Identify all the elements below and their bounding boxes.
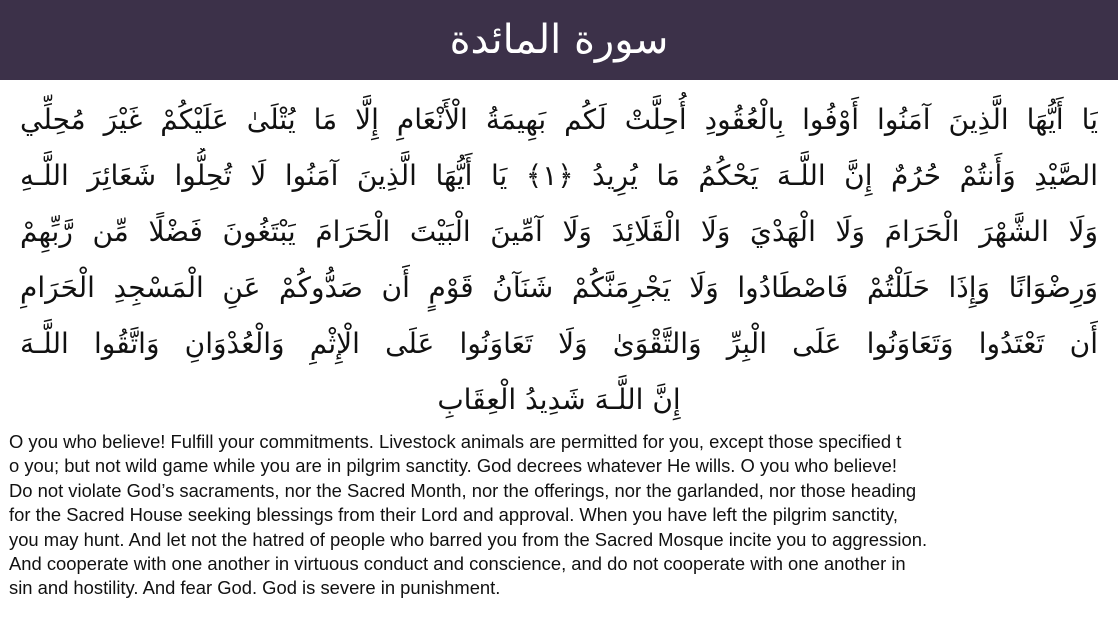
surah-title: سورة المائدة: [449, 17, 669, 63]
title-banner: [0, 0, 1118, 80]
english-translation-block: [9, 430, 1113, 601]
arabic-verse-line: أَن تَعْتَدُوا وَتَعَاوَنُوا عَلَى الْبِرِّ وَالتَّقْوَىٰ وَلَا تَعَاوَنُوا عَلَى الْإِثْمِ وَالْعُدْوَانِ وَاتَّقُوا اللَّـهَ: [20, 327, 1098, 360]
arabic-verse-line: الصَّيْدِ وَأَنتُمْ حُرُمٌ إِنَّ اللَّـهَ يَحْكُمُ مَا يُرِيدُ ﴿١﴾ يَا أَيُّهَا الَّذِينَ آمَنُوا لَا تُحِلُّوا شَعَائِرَ اللَّـهِ: [20, 159, 1098, 192]
translation-line: Do not violate God’s sacraments, nor the Sacred Month, nor the offerings, nor the garlanded, nor those heading: [9, 479, 917, 501]
arabic-verse-line: وَرِضْوَانًا وَإِذَا حَلَلْتُمْ فَاصْطَادُوا وَلَا يَجْرِمَنَّكُمْ شَنَآنُ قَوْمٍ أَن صَدُّوكُمْ عَنِ الْمَسْجِدِ الْحَرَامِ: [20, 271, 1098, 304]
translation-line: you may hunt. And let not the hatred of people who barred you from the Sacred Mosque incite you to aggression.: [9, 528, 928, 550]
translation-line: o you; but not wild game while you are in pilgrim sanctity. God decrees whatever He wills. O you who believe!: [9, 455, 897, 477]
translation-line: sin and hostility. And fear God. God is severe in punishment.: [9, 577, 501, 599]
arabic-verse-block: [20, 92, 1098, 428]
arabic-verse-line: إِنَّ اللَّـهَ شَدِيدُ الْعِقَابِ: [437, 383, 681, 416]
arabic-verse-line: وَلَا الشَّهْرَ الْحَرَامَ وَلَا الْهَدْيَ وَلَا الْقَلَائِدَ وَلَا آمِّينَ الْبَيْتَ الْحَرَامَ يَبْتَغُونَ فَضْلًا مِّن رَّبِّهِمْ: [20, 215, 1098, 248]
translation-line: for the Sacred House seeking blessings from their Lord and approval. When you have left the pilgrim sanctity,: [9, 504, 898, 526]
translation-line: O you who believe! Fulfill your commitments. Livestock animals are permitted for you, except those specified t: [9, 431, 902, 452]
arabic-verse-line: يَا أَيُّهَا الَّذِينَ آمَنُوا أَوْفُوا بِالْعُقُودِ أُحِلَّتْ لَكُم بَهِيمَةُ الْأَنْعَامِ إِلَّا مَا يُتْلَىٰ عَلَيْكُمْ غَيْرَ مُحِلِّي: [20, 103, 1098, 136]
translation-line: And cooperate with one another in virtuous conduct and conscience, and do not cooperate with one another in: [9, 552, 906, 574]
